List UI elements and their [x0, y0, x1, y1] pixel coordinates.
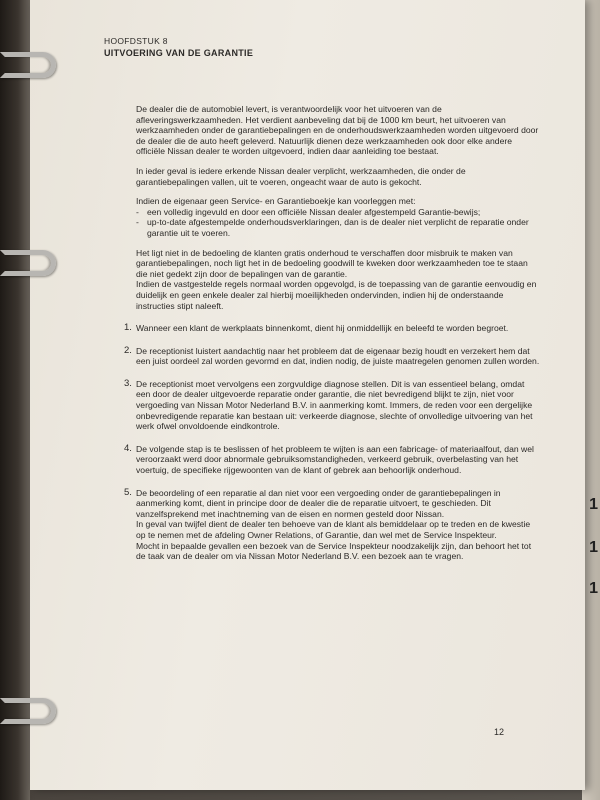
numbered-item: [124, 322, 540, 334]
chapter-label: HOOFDSTUK 8: [104, 36, 168, 46]
item-text: De beoordeling of een reparatie al dan niet voor een vergoeding onder de garantiebepalingen in aanmerking komt, dient in principe door de dealer die de reparatie uitvoert, te geschieden. Dit vanzelfsprekend met inachtneming van de eisen en normen gesteld door Nissan.: [136, 487, 501, 519]
list-item: [136, 217, 540, 238]
list-item-text: een volledig ingevuld en door een officiële Nissan dealer afgestempeld Garantie-bewijs;: [147, 206, 481, 217]
bullet-dash: -: [136, 217, 139, 228]
paragraph: Indien de eigenaar geen Service- en Garantieboekje kan voorleggen met:: [136, 196, 416, 207]
binder-ring: [0, 698, 56, 724]
paragraph: Het ligt niet in de bedoeling de klanten gratis onderhoud te verschaffen door misbruik te maken van garantiebepalingen, noch ligt het in de bedoeling goodwill te kweken door werkzaamheden toe te staan die niet gedekt zijn door de bepalingen van de garantie.: [136, 247, 528, 279]
list-item-text: up-to-date afgestempelde onderhoudsverklaringen, dan is de dealer niet verplicht de reparatie onder garantie uit te voeren.: [147, 217, 529, 238]
binder-ring: [0, 52, 56, 78]
item-text: De receptionist moet vervolgens een zorgvuldige diagnose stellen. Dit is van essentieel belang, omdat een door de dealer uitgevoerde reparatie onder garantie, die niet bevredigend blijkt te zijn, niet voor vergoeding van Nissan Motor Nederland B.V. in aanmerking komt. Immers, de reden voor een dergelijke onbevredigende reparatie kan bestaan uit: verkeerde diagnose, slechte of onvolledige uitvoering van het werk ofwel onvoldoende eindkontrole.: [136, 378, 533, 432]
numbered-item: [124, 442, 540, 476]
tab-mark: 1: [589, 580, 598, 597]
item-number: 3.: [124, 377, 132, 389]
bullet-dash: -: [136, 206, 139, 217]
paragraph: In ieder geval is iedere erkende Nissan dealer verplicht, werkzaamheden, die onder de garantiebepalingen vallen, uit te voeren, ongeacht waar de auto is gekocht.: [136, 165, 466, 187]
page-header: [104, 36, 528, 59]
item-number: 2.: [124, 344, 132, 356]
item-text: De volgende stap is te beslissen of het probleem te wijten is aan een fabricage- of materiaalfout, dan wel veroorzaakt werd door abnormale gebruiksomstandigheden, verkeerd gebruik, overbelasting van het voertuig, de specifieke rijgewoonten van de klant of gebrek aan behoorlijk onderhoud.: [136, 443, 534, 476]
item-text: De receptionist luistert aandachtig naar het probleem dat de eigenaar bezig houdt en verzekert hem dat een juist oordeel zal worden gevormd en dat, indien nodig, de juiste maatregelen genomen zullen worden.: [136, 345, 540, 367]
list-item: [136, 207, 540, 218]
item-number: 4.: [124, 442, 132, 454]
numbered-item: [124, 377, 540, 432]
binder-ring: [0, 250, 56, 276]
page-title: UITVOERING VAN DE GARANTIE: [104, 48, 254, 58]
item-number: 5.: [124, 486, 132, 498]
tab-mark: 1: [589, 496, 598, 513]
item-text: Wanneer een klant de werkplaats binnenkomt, dient hij onmiddellijk en beleefd te worden begroet.: [136, 323, 509, 334]
tab-mark: 1: [589, 539, 598, 556]
numbered-item: [124, 344, 540, 367]
item-text: Mocht in bepaalde gevallen een bezoek van de Service Inspekteur noodzakelijk zijn, dan behoort het tot de taak van de dealer om via Nissan Motor Nederland B.V. een bezoek aan te vragen.: [136, 540, 532, 562]
paragraph: Indien de vastgestelde regels normaal worden opgevolgd, is de toepassing van de garantie eenvoudig en duidelijk en geen enkele dealer zal hierbij moeilijkheden ondervinden, indien hij de onderstaande instructies stipt naleeft.: [136, 279, 537, 311]
bullet-list: [136, 207, 540, 239]
item-number: 1.: [124, 322, 132, 334]
paragraph: De dealer die de automobiel levert, is verantwoordelijk voor het uitvoeren van de afleveringswerkzaamheden. Het verdient aanbeveling dat bij de 1000 km beurt, het uitvoeren van werkzaamheden onder de garantiebepalingen en de onderhoudswerkzaamheden worden uitgevoerd door de dealer die de auto heeft geleverd. Natuurlijk dienen deze werkzaamheden ook door elke andere officiële Nissan dealer te worden uitgevoerd, indien daar aanleiding toe bestaat.: [136, 104, 539, 157]
item-text: In geval van twijfel dient de dealer ten behoeve van de klant als bemiddelaar op te treden en de kwestie op te nemen met de afdeling Owner Relations, of Garantie, dan wel met de Service Inspekteur.: [136, 519, 531, 540]
numbered-item: [124, 486, 540, 562]
document-body: [124, 104, 540, 574]
binder-spine: [0, 0, 30, 800]
page-number: 12: [494, 727, 505, 737]
